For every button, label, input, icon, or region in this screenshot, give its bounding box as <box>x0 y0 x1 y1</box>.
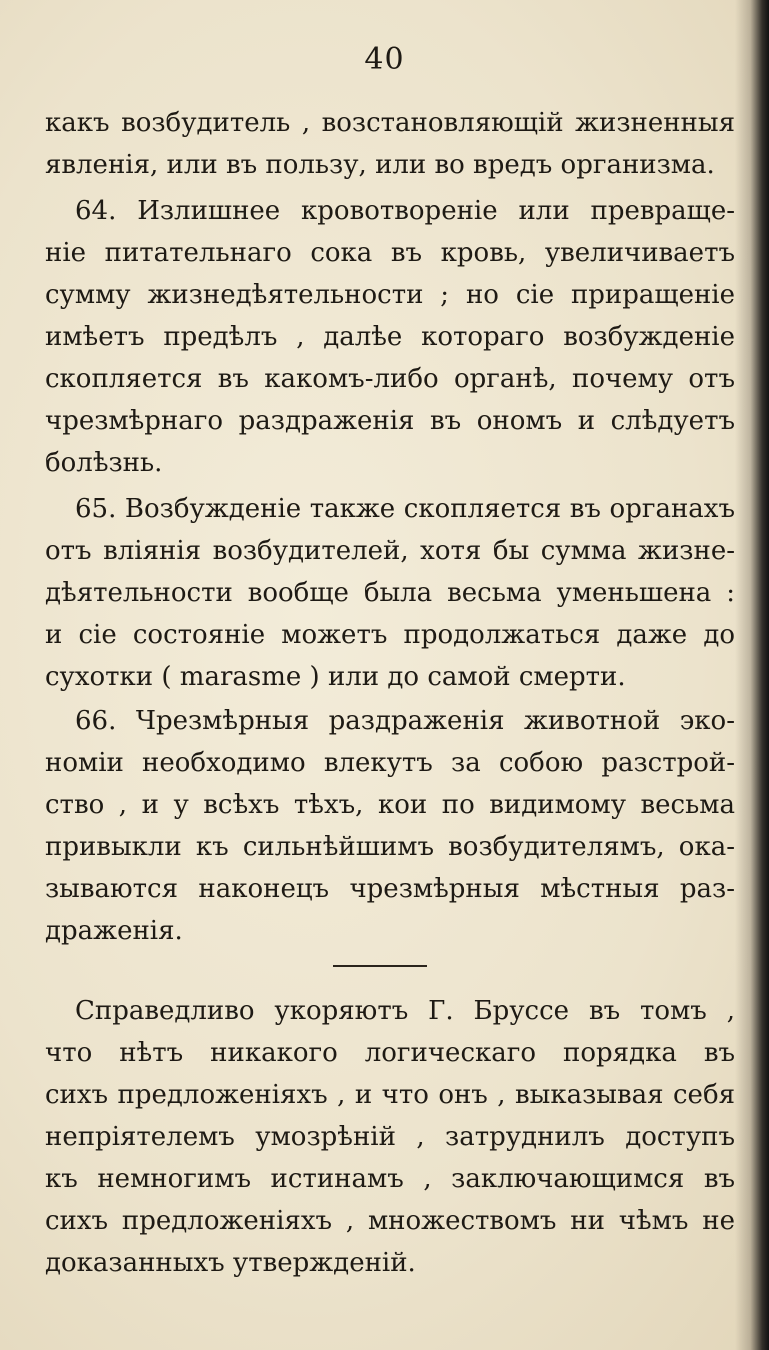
text-line: доказанныхъ утвержденій. <box>45 1248 416 1278</box>
text-line: драженія. <box>45 916 183 946</box>
text-line: непріятелемъ умозрѣній , затруднилъ доступъ <box>45 1122 735 1152</box>
text-line: Справедливо укоряютъ Г. Бруссе въ томъ , <box>75 996 735 1026</box>
text-line: что нѣтъ никакого логическаго порядка въ <box>45 1038 735 1068</box>
page-gutter-shadow <box>735 0 769 1350</box>
text-line: сухотки ( marasme ) или до самой смерти. <box>45 662 626 692</box>
commentary-paragraph <box>45 990 735 1284</box>
text-line: номіи необходимо влекутъ за собою разстрой- <box>45 748 735 778</box>
text-line: къ немногимъ истинамъ , заключающимся въ <box>45 1164 735 1194</box>
text-line: привыкли къ сильнѣйшимъ возбудителямъ, ока- <box>45 832 735 862</box>
text-line: имѣетъ предѣлъ , далѣе котораго возбужденіе <box>45 322 735 352</box>
paragraph-65 <box>45 488 735 698</box>
text-line: дѣятельности вообще была весьма уменьшена : <box>45 578 735 608</box>
text-line: скопляется въ какомъ-либо органѣ, почему отъ <box>45 364 735 394</box>
text-line: явленія, или въ пользу, или во вредъ организма. <box>45 150 715 180</box>
page-number: 40 <box>364 42 405 77</box>
text-line: зываются наконецъ чрезмѣрныя мѣстныя раз- <box>45 874 735 904</box>
text-line: отъ вліянія возбудителей, хотя бы сумма жизне- <box>45 536 735 566</box>
text-line: какъ возбудитель , возстановляющій жизненныя <box>45 108 735 138</box>
text-line: ніе питательнаго сока въ кровь, увеличиваетъ <box>45 238 735 268</box>
paragraph-66 <box>45 700 735 952</box>
section-divider <box>333 965 427 967</box>
text-line: сумму жизнедѣятельности ; но сіе приращеніе <box>45 280 735 310</box>
text-line: 64. Излишнее кровотвореніе или превраще- <box>75 196 735 226</box>
text-line: и сіе состояніе можетъ продолжаться даже до <box>45 620 735 650</box>
text-line: сихъ предложеніяхъ , множествомъ ни чѣмъ не <box>45 1206 735 1236</box>
text-line: болѣзнь. <box>45 448 163 478</box>
text-line: сихъ предложеніяхъ , и что онъ , выказывая себя <box>45 1080 735 1110</box>
text-line: чрезмѣрнаго раздраженія въ ономъ и слѣдуетъ <box>45 406 735 436</box>
paragraph-64 <box>45 190 735 484</box>
text-line: ство , и у всѣхъ тѣхъ, кои по видимому весьма <box>45 790 735 820</box>
paragraph-continuation <box>45 102 735 186</box>
text-line: 65. Возбужденіе также скопляется въ органахъ <box>75 494 735 524</box>
text-line: 66. Чрезмѣрныя раздраженія животной эко- <box>75 706 735 736</box>
